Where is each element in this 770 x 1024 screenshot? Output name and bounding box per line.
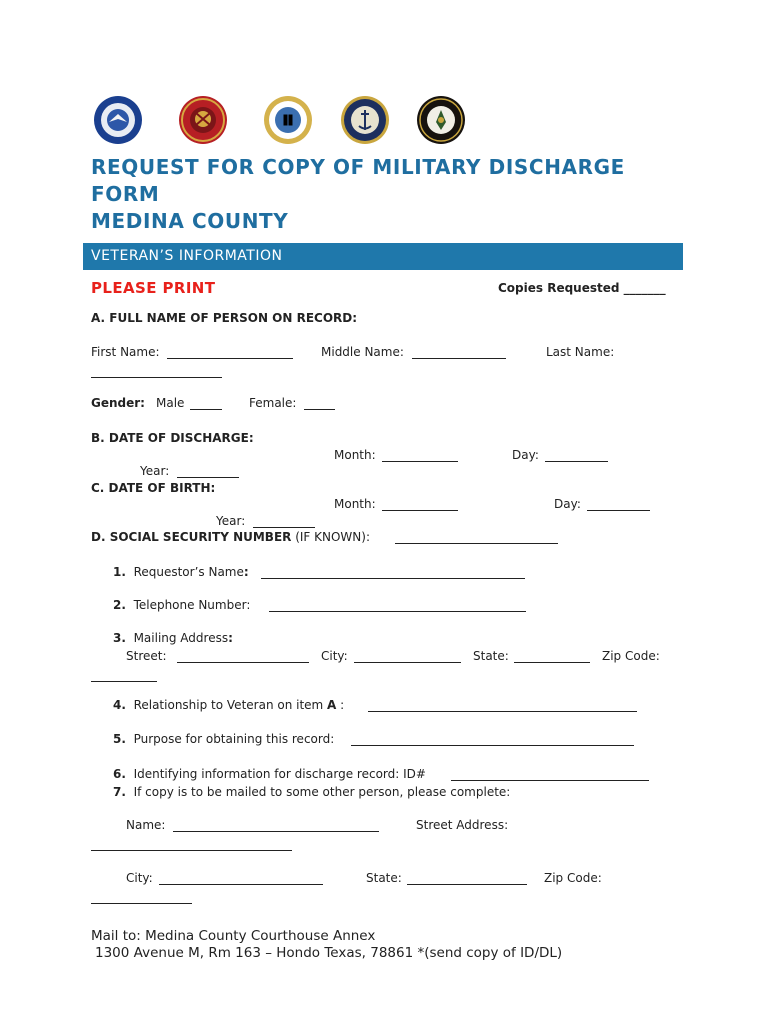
birth-day-label: Day: — [554, 497, 581, 511]
discharge-month-field[interactable] — [382, 450, 458, 462]
relationship-label: Relationship to Veteran on item — [133, 698, 328, 712]
other-name-field[interactable] — [173, 820, 379, 832]
navy-seal — [340, 95, 390, 145]
discharge-year-label: Year: — [140, 464, 170, 478]
section-a-heading: A. FULL NAME OF PERSON ON RECORD: — [91, 311, 358, 325]
ssn-heading-suffix: (IF KNOWN): — [291, 530, 370, 544]
section-b-heading: B. DATE OF DISCHARGE: — [91, 431, 254, 445]
item-1-number: 1. — [113, 565, 126, 579]
zip-field[interactable] — [91, 670, 157, 682]
mail-to-line2: 1300 Avenue M, Rm 163 – Hondo Texas, 78861 *(send copy of ID/DL) — [95, 945, 563, 961]
copies-requested-field[interactable]: Copies Requested _______ — [498, 281, 666, 295]
army-seal — [416, 95, 466, 145]
item-7-label — [113, 785, 510, 799]
first-name-field[interactable] — [167, 347, 293, 359]
female-label: Female: — [249, 396, 297, 410]
birth-day-field[interactable] — [587, 499, 650, 511]
other-zip-field[interactable] — [91, 892, 192, 904]
relationship-item-a: A — [327, 698, 337, 712]
birth-month-label: Month: — [334, 497, 376, 511]
requestor-name-field[interactable] — [261, 567, 525, 579]
item-5-label — [113, 732, 334, 746]
mail-to-line1: Mail to: Medina County Courthouse Annex — [91, 928, 376, 944]
street-field[interactable] — [177, 651, 309, 663]
section-d-heading — [91, 530, 370, 544]
other-city-label: City: — [126, 871, 153, 885]
birth-month-field[interactable] — [382, 499, 458, 511]
ssn-field[interactable] — [395, 532, 558, 544]
air-force-seal — [93, 95, 143, 145]
city-label: City: — [321, 649, 348, 663]
section-c-heading: C. DATE OF BIRTH: — [91, 481, 216, 495]
form-title-line2: FORM — [91, 182, 160, 206]
other-city-field[interactable] — [159, 873, 323, 885]
last-name-label: Last Name: — [546, 345, 615, 359]
male-field[interactable] — [190, 398, 222, 410]
telephone-label: Telephone Number: — [133, 598, 251, 612]
item-4-label — [113, 698, 344, 712]
mailing-address-label: Mailing Address — [133, 631, 229, 645]
state-field[interactable] — [514, 651, 590, 663]
other-zip-label: Zip Code: — [544, 871, 602, 885]
banner-label: VETERAN’S INFORMATION — [91, 248, 283, 264]
purpose-label: Purpose for obtaining this record: — [133, 732, 335, 746]
other-street-address-label: Street Address: — [416, 818, 509, 832]
item-2-label — [113, 598, 250, 612]
other-name-label: Name: — [126, 818, 166, 832]
state-label: State: — [473, 649, 509, 663]
item-2-number: 2. — [113, 598, 126, 612]
city-field[interactable] — [354, 651, 461, 663]
item-3-label: 3. Mailing Address: — [113, 631, 233, 645]
form-title-line1: REQUEST FOR COPY OF MILITARY DISCHARGE — [91, 155, 625, 179]
telephone-field[interactable] — [269, 600, 526, 612]
ssn-heading-bold: D. SOCIAL SECURITY NUMBER — [91, 530, 292, 544]
discharge-day-label: Day: — [512, 448, 539, 462]
middle-name-field[interactable] — [412, 347, 506, 359]
last-name-field[interactable] — [91, 366, 222, 378]
relationship-colon: : — [336, 698, 345, 712]
discharge-day-field[interactable] — [545, 450, 608, 462]
discharge-year-field[interactable] — [177, 466, 239, 478]
male-label: Male — [156, 396, 185, 410]
form-title-line3: MEDINA COUNTY — [91, 209, 289, 233]
item-6-number: 6. — [113, 767, 126, 781]
other-state-field[interactable] — [407, 873, 527, 885]
other-street-address-field[interactable] — [91, 839, 292, 851]
coast-guard-seal — [263, 95, 313, 145]
street-label: Street: — [126, 649, 167, 663]
female-field[interactable] — [304, 398, 335, 410]
mailed-other-label: If copy is to be mailed to some other person, please complete: — [133, 785, 511, 799]
zip-label: Zip Code: — [602, 649, 660, 663]
gender-label: Gender: — [91, 396, 145, 410]
first-name-label: First Name: — [91, 345, 160, 359]
item-1-label: 1. Requestor’s Name: — [113, 565, 249, 579]
marine-corps-seal — [178, 95, 228, 145]
birth-year-field[interactable] — [253, 516, 315, 528]
identifying-info-field[interactable] — [451, 769, 649, 781]
middle-name-label: Middle Name: — [321, 345, 404, 359]
item-3-number: 3. — [113, 631, 126, 645]
veterans-information-banner — [83, 243, 683, 270]
item-4-number: 4. — [113, 698, 126, 712]
other-state-label: State: — [366, 871, 402, 885]
identifying-info-label: Identifying information for discharge record: ID# — [133, 767, 426, 781]
please-print-notice: PLEASE PRINT — [91, 279, 216, 297]
relationship-field[interactable] — [368, 700, 637, 712]
birth-year-label: Year: — [216, 514, 246, 528]
discharge-month-label: Month: — [334, 448, 376, 462]
purpose-field[interactable] — [351, 734, 634, 746]
item-5-number: 5. — [113, 732, 126, 746]
requestor-name-label: Requestor’s Name — [133, 565, 244, 579]
item-7-number: 7. — [113, 785, 126, 799]
item-6-label — [113, 767, 426, 781]
